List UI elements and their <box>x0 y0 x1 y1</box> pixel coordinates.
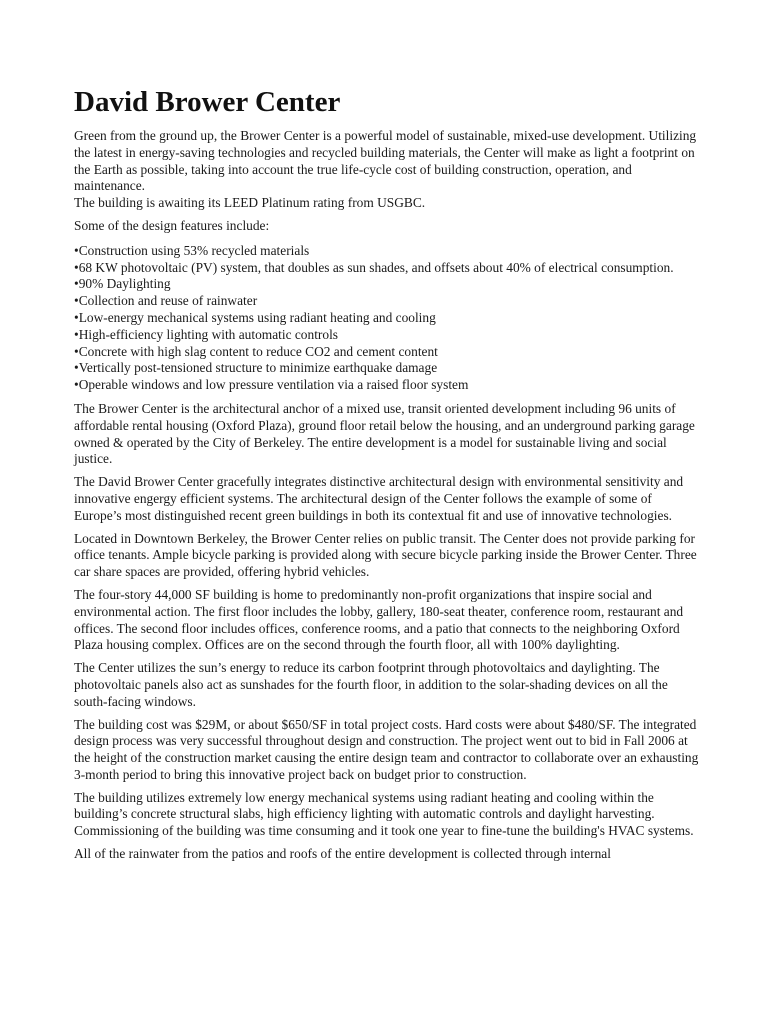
body-paragraph: The Brower Center is the architectural anchor of a mixed use, transit oriented development including 96 units of affordable rental housing (Oxford Plaza), ground floor retail below the housing, and an underground parking garage owned & operated by the City of Berkeley. The entire development is a model for sustainable living and social justice. <box>74 400 695 467</box>
list-item: •Concrete with high slag content to reduce CO2 and cement content <box>74 343 438 359</box>
document-page <box>74 84 700 869</box>
list-item: •Vertically post-tensioned structure to minimize earthquake damage <box>74 360 438 376</box>
list-item: •Construction using 53% recycled materials <box>74 242 310 258</box>
body-paragraph: The building utilizes extremely low energy mechanical systems using radiant heating and cooling within the building’s concrete structural slabs, high efficiency lighting with automatic controls and daylight harvesting. Commissioning of the building was time consuming and it took one year to fine-tune the building's HVAC systems. <box>74 789 694 839</box>
list-item: •Collection and reuse of rainwater <box>74 293 258 309</box>
body-paragraph: All of the rainwater from the patios and roofs of the entire development is collected through internal <box>74 846 611 862</box>
list-item: •Low-energy mechanical systems using radiant heating and cooling <box>74 309 436 325</box>
intro-paragraph: Green from the ground up, the Brower Center is a powerful model of sustainable, mixed-use development. Utilizing the latest in energy-saving technologies and recycled building materials, the Center will make as light a footprint on the Earth as possible, taking into account the true life-cycle cost of building construction, operation, and maintenance. <box>74 128 697 194</box>
list-item: •68 KW photovoltaic (PV) system, that doubles as sun shades, and offsets about 40% of electrical consumption. <box>74 259 674 275</box>
body-paragraph: The four-story 44,000 SF building is home to predominantly non-profit organizations that inspire social and environmental action. The first floor includes the lobby, gallery, 180-seat theater, conference room, restaurant and offices. The second floor includes offices, conference rooms, and a patio that connects to the neighboring Oxford Plaza housing complex. Offices are on the second through the fourth floor, all with 100% daylighting. <box>74 586 684 653</box>
list-item: •Operable windows and low pressure ventilation via a raised floor system <box>74 377 469 393</box>
body-paragraph: The building cost was $29M, or about $650/SF in total project costs. Hard costs were about $480/SF. The integrated design process was very successful throughout design and construction. The project went out to bid in Fall 2006 at the height of the construction market causing the entire design team and contractor to collaborate over an exhausting 3-month period to bring this innovative project back on budget prior to construction. <box>74 716 699 782</box>
leed-note: The building is awaiting its LEED Platinum rating from USGBC. <box>74 195 426 211</box>
body-paragraph: Located in Downtown Berkeley, the Brower Center relies on public transit. The Center does not provide parking for office tenants. Ample bicycle parking is provided along with secure bicycle parking inside the Brower Center. Three car share spaces are provided, offering hybrid vehicles. <box>74 530 697 580</box>
document-title: David Brower Center <box>74 86 341 118</box>
features-intro: Some of the design features include: <box>74 217 270 233</box>
body-paragraph: The David Brower Center gracefully integrates distinctive architectural design with environmental sensitivity and innovative engergy efficient systems. The architectural design of the Center follows the example of some of Europe’s most distinguished recent green buildings in both its contextual fit and use of innovative technologies. <box>74 474 684 523</box>
body-paragraph: The Center utilizes the sun’s energy to reduce its carbon footprint through photovoltaics and daylighting. The photovoltaic panels also act as sunshades for the fourth floor, in addition to the solar-shading devices on all the south-facing windows. <box>74 660 668 709</box>
features-list <box>74 243 700 394</box>
list-item: •High-efficiency lighting with automatic controls <box>74 326 339 342</box>
list-item: •90% Daylighting <box>74 276 171 292</box>
